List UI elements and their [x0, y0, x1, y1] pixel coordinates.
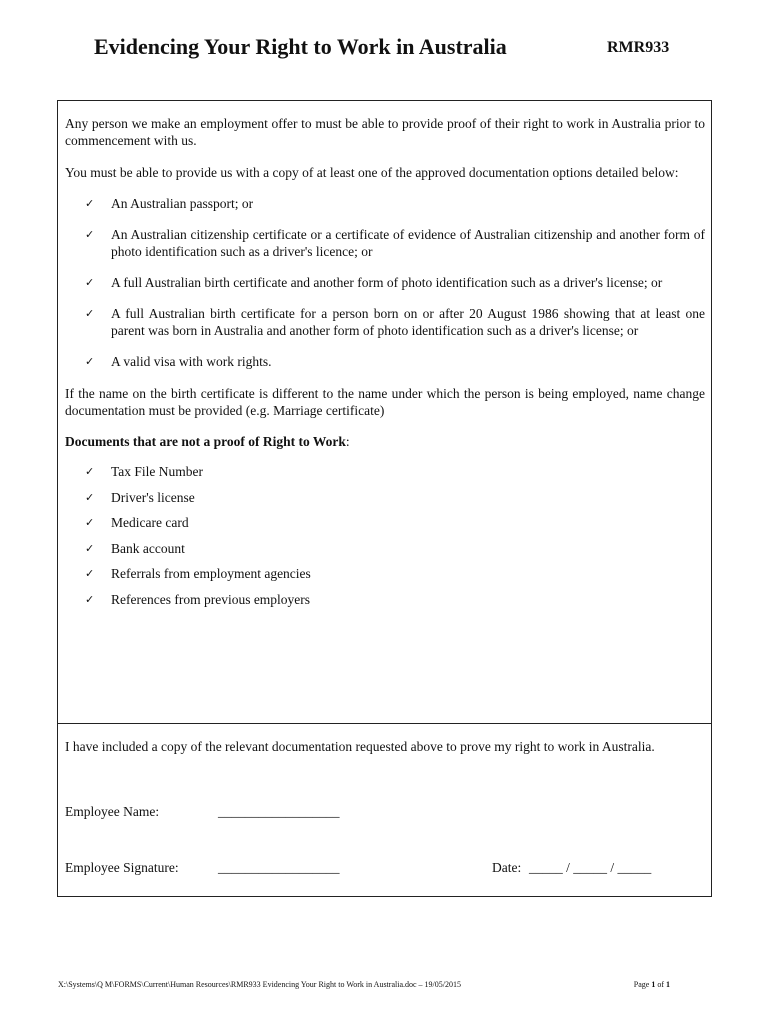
- list-item-text: A full Australian birth certificate and another form of photo identification such as a driver's license; or: [111, 275, 663, 290]
- footer-file-path: X:\Systems\Q M\FORMS\Current\Human Resources\RMR933 Evidencing Your Right to Work in Australia.doc – 19/05/2015: [58, 980, 461, 989]
- list-item-text: Referrals from employment agencies: [111, 566, 311, 581]
- check-icon: ✓: [85, 465, 95, 478]
- check-icon: ✓: [85, 516, 95, 529]
- list-item-text: Driver's license: [111, 489, 195, 505]
- not-proof-documents-list: [65, 463, 705, 608]
- options-intro-paragraph: You must be able to provide us with a copy of at least one of the approved documentation options detailed below:: [65, 165, 679, 180]
- intro-paragraph: Any person we make an employment offer to must be able to provide proof of their right to work in Australia prior to commencement with us.: [65, 116, 705, 148]
- check-icon: ✓: [85, 355, 95, 368]
- employee-signature-row: [65, 859, 705, 879]
- list-item: [65, 540, 705, 557]
- list-item: [65, 489, 705, 506]
- section-divider: [58, 723, 711, 724]
- list-item-text: A full Australian birth certificate for a person born on or after 20 August 1986 showing that at least one parent was born in Australia and another form of photo identification such as a driver's license; or: [111, 306, 705, 338]
- employee-name-field[interactable]: __________________: [218, 804, 340, 819]
- employee-signature-label: Employee Signature:: [65, 860, 179, 875]
- date-field[interactable]: _____ / _____ / _____: [529, 860, 652, 875]
- list-item-text: An Australian passport; or: [111, 196, 254, 211]
- declaration-statement: I have included a copy of the relevant documentation requested above to prove my right to work in Australia.: [65, 739, 655, 754]
- date-label: Date:: [492, 860, 522, 875]
- page-number: 1: [651, 980, 656, 989]
- list-item: [65, 274, 705, 291]
- check-icon: ✓: [85, 228, 95, 241]
- declaration-section: [65, 738, 705, 875]
- form-code: RMR933: [607, 39, 670, 56]
- list-item: [65, 353, 705, 370]
- list-item-text: An Australian citizenship certificate or a certificate of evidence of Australian citizenship and another form of photo identification such as a driver's licence; or: [111, 227, 705, 259]
- check-icon: ✓: [85, 276, 95, 289]
- check-icon: ✓: [85, 197, 95, 210]
- page-total: 1: [666, 980, 670, 989]
- document-title: Evidencing Your Right to Work in Australia: [94, 34, 507, 59]
- list-item-text: Tax File Number: [111, 464, 204, 479]
- of-word: of: [657, 980, 664, 989]
- employee-signature-field[interactable]: __________________: [218, 860, 340, 875]
- form-box: [57, 100, 712, 897]
- list-item-text: References from previous employers: [111, 591, 311, 607]
- employee-name-label: Employee Name:: [65, 804, 160, 819]
- list-item: [65, 195, 705, 212]
- page-word: Page: [633, 980, 650, 989]
- document-header: [0, 34, 768, 64]
- list-item: [65, 591, 705, 608]
- not-proof-heading-colon: :: [345, 434, 350, 449]
- not-proof-heading: [65, 433, 705, 450]
- list-item: [65, 514, 705, 531]
- check-icon: ✓: [85, 541, 95, 555]
- check-icon: ✓: [85, 567, 95, 580]
- approved-documents-list: [65, 195, 705, 370]
- list-item-text: A valid visa with work rights.: [111, 354, 272, 369]
- requirements-section: [65, 115, 705, 616]
- list-item-text: Bank account: [111, 540, 185, 556]
- footer-page-number: [634, 980, 670, 989]
- list-item: [65, 226, 705, 260]
- check-icon: ✓: [85, 307, 95, 320]
- check-icon: ✓: [85, 490, 95, 504]
- employee-name-row: [65, 803, 705, 823]
- list-item: [65, 463, 705, 480]
- list-item-text: Medicare card: [111, 515, 189, 530]
- list-item: [65, 565, 705, 582]
- check-icon: ✓: [85, 592, 95, 606]
- not-proof-heading-text: Documents that are not a proof of Right to Work: [65, 434, 346, 449]
- list-item: [65, 305, 705, 339]
- page-footer: [58, 980, 670, 994]
- name-change-paragraph: If the name on the birth certificate is different to the name under which the person is being employed, name change documentation must be provided (e.g. Marriage certificate): [65, 386, 705, 418]
